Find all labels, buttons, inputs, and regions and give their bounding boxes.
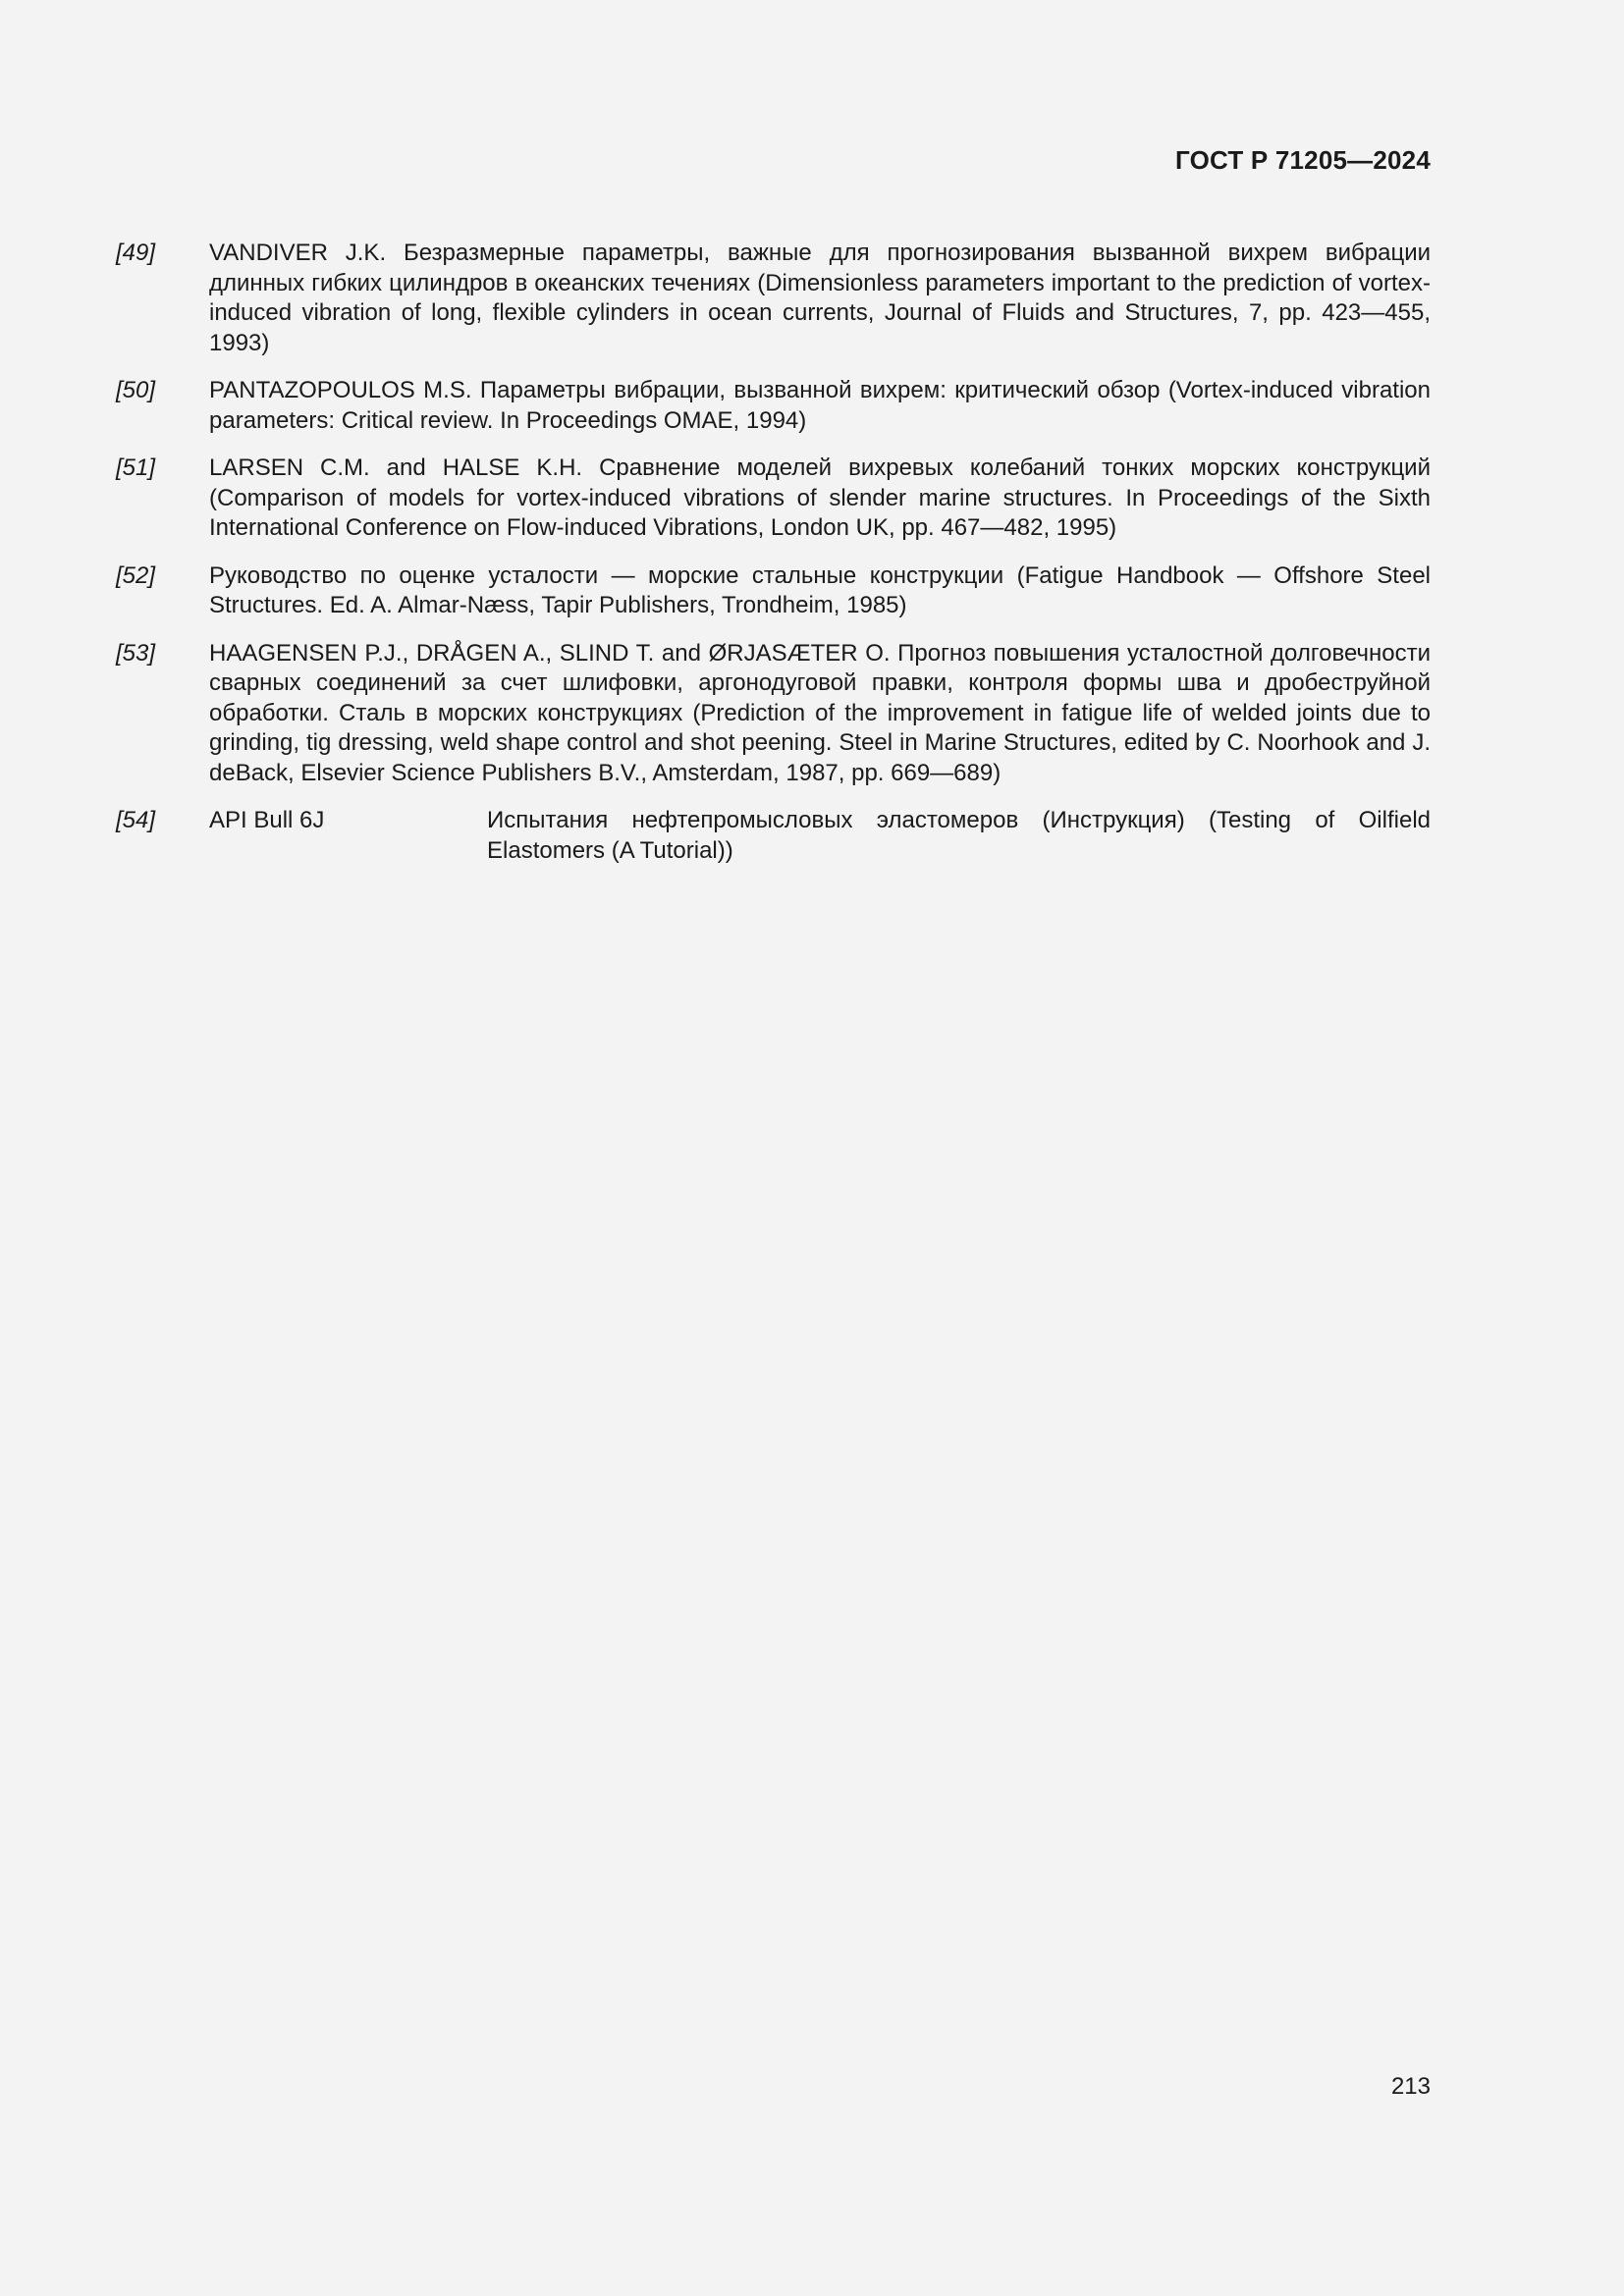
reference-number: [51] [116, 454, 156, 481]
page-number: 213 [1390, 2073, 1431, 2100]
reference-item [116, 454, 1431, 544]
reference-text: PANTAZOPOULOS M.S. Параметры вибрации, вызванной вихрем: критический обзор (Vortex-induced vibration parameters: Critical review. In Proceedings OMAE, 1994) [209, 377, 1431, 434]
reference-text: VANDIVER J.K. Безразмерные параметры, важные для прогнозирования вызванной вихрем вибрации длинных гибких цилиндров в океанских течениях (Dimensionless parameters important to the prediction of vortex-induced vibration of long, flexible cylinders in ocean currents, Journal of Fluids and Structures, 7, pp. 423—455, 1993) [209, 240, 1431, 356]
reference-item [116, 376, 1431, 436]
reference-text: Испытания нефтепромысловых эластомеров (Инструкция) (Testing of Oilfield Elastomers (A Tutorial)) [487, 807, 1431, 864]
reference-item [116, 639, 1431, 789]
reference-text: Руководство по оценке усталости — морские стальные конструкции (Fatigue Handbook — Offshore Steel Structures. Ed. A. Almar-Næss, Tapir Publishers, Trondheim, 1985) [209, 561, 1431, 618]
bibliography-list [116, 239, 1431, 883]
reference-item [116, 239, 1431, 358]
reference-number: [50] [116, 377, 156, 403]
reference-number: [53] [116, 639, 156, 667]
reference-item [116, 561, 1431, 621]
reference-number: [54] [116, 807, 156, 833]
reference-number: [52] [116, 561, 156, 589]
reference-number: [49] [116, 240, 156, 266]
standard-designation: API Bull 6J [209, 807, 325, 833]
reference-text: LARSEN C.M. and HALSE K.H. Сравнение моделей вихревых колебаний тонких морских конструкций (Comparison of models for vortex-induced vibrations of slender marine structures. In Proceedings of the Sixth International Conference on Flow-induced Vibrations, London UK, pp. 467—482, 1995) [209, 454, 1431, 541]
reference-text: HAAGENSEN P.J., DRÅGEN A., SLIND T. and ØRJASÆTER O. Прогноз повышения усталостной долговечности сварных соединений за счет шлифовки, аргонодуговой правки, контроля формы шва и дробеструйной обработки. Сталь в морских конструкциях (Prediction of the improvement in fatigue life of welded joints due to grinding, tig dressing, weld shape control and shot peening. Steel in Marine Structures, edited by C. Noorhook and J. deBack, Elsevier Science Publishers B.V., Amsterdam, 1987, pp. 669—689) [209, 639, 1431, 786]
document-id: ГОСТ Р 71205—2024 [1175, 145, 1431, 175]
reference-item [116, 806, 1431, 866]
